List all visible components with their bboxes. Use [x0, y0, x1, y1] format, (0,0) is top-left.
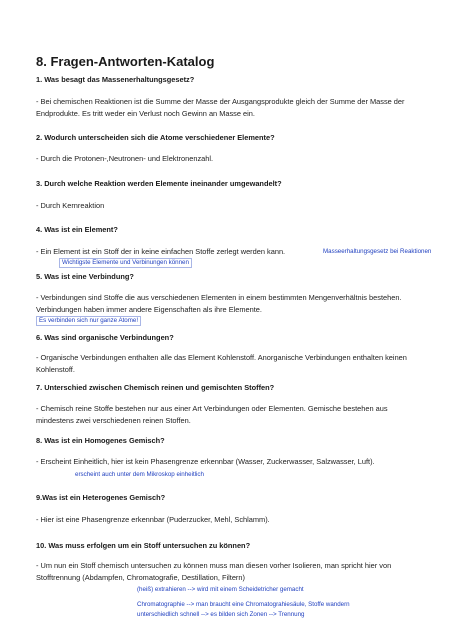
question-3: 3. Durch welche Reaktion werden Elemente ineinander umgewandelt? [36, 179, 282, 188]
answer-2: - Durch die Protonen-,Neutronen- und Elektronenzahl. [36, 154, 214, 163]
question-6: 6. Was sind organische Verbindungen? [36, 333, 174, 342]
answer-7: - Chemisch reine Stoffe bestehen nur aus einer Art Verbindungen oder Elementen. Gemische bestehen aus mindestens zwei verschiedenen reinen Stoffen. [36, 404, 388, 425]
answer-3: - Durch Kernreaktion [36, 201, 105, 210]
handnote-chromatographie-2: unterschiedlich schnell --> es bilden sich Zonen --> Trennung [137, 611, 305, 618]
question-8: 8. Was ist ein Homogenes Gemisch? [36, 436, 165, 445]
answer-5: - Verbindungen sind Stoffe die aus verschiedenen Elementen in einem bestimmten Mengenverhältnis bestehen. Verbindungen haben immer andere Eigenschaften als ihre Elemente. [36, 293, 402, 314]
handnote-chromatographie-1: Chromatographie --> man braucht eine Chromatograhiesäule, Stoffe wandern [137, 601, 350, 608]
question-2: 2. Wodurch unterscheiden sich die Atome verschiedener Elemente? [36, 133, 275, 142]
question-4: 4. Was ist ein Element? [36, 225, 118, 234]
handnote-massenerhaltung: Masseerhaltungsgesetz bei Reaktionen [323, 248, 432, 255]
question-7: 7. Unterschied zwischen Chemisch reinen und gemischten Stoffen? [36, 383, 275, 392]
handnote-wichtigste: Wichtigste Elemente und Verbinungen können [59, 258, 192, 268]
answer-4: - Ein Element ist ein Stoff der in keine einfachen Stoffe zerlegt werden kann. [36, 247, 286, 256]
handnote-atome: Es verbinden sich nur ganze Atome! [36, 316, 141, 326]
answer-8: - Erscheint Einheitlich, hier ist kein Phasengrenze erkennbar (Wasser, Zuckerwasser, Salzwasser, Luft). [36, 457, 375, 466]
answer-9: - Hier ist eine Phasengrenze erkennbar (Puderzucker, Mehl, Schlamm). [36, 515, 270, 524]
answer-1: - Bei chemischen Reaktionen ist die Summe der Masse der Ausgangsprodukte gleich der Summe der Masse der Endprodukte. Es tritt weder ein Verlust noch Gewinn an Masse ein. [36, 97, 405, 118]
handnote-mikroskop: erscheint auch unter dem Mikroskop einheitlich [75, 471, 204, 478]
answer-6: - Organische Verbindungen enthalten alle das Element Kohlenstoff. Anorganische Verbindungen enthalten keinen Kohlenstoff. [36, 353, 407, 374]
question-1: 1. Was besagt das Massenerhaltungsgesetz? [36, 75, 195, 84]
handnote-extrahieren: (heiß) extrahieren --> wird mit einem Scheidetricher gemacht [137, 586, 304, 593]
question-9: 9.Was ist ein Heterogenes Gemisch? [36, 493, 166, 502]
answer-10: - Um nun ein Stoff chemisch untersuchen zu können muss man diesen vorher Isolieren, man spricht hier von Stofftrennung (Abdampfen, Chromatografie, Destillation, Filtern) [36, 561, 392, 582]
page-title: 8. Fragen-Antworten-Katalog [36, 54, 215, 69]
question-5: 5. Was ist eine Verbindung? [36, 272, 134, 281]
question-10: 10. Was muss erfolgen um ein Stoff untersuchen zu können? [36, 541, 251, 550]
